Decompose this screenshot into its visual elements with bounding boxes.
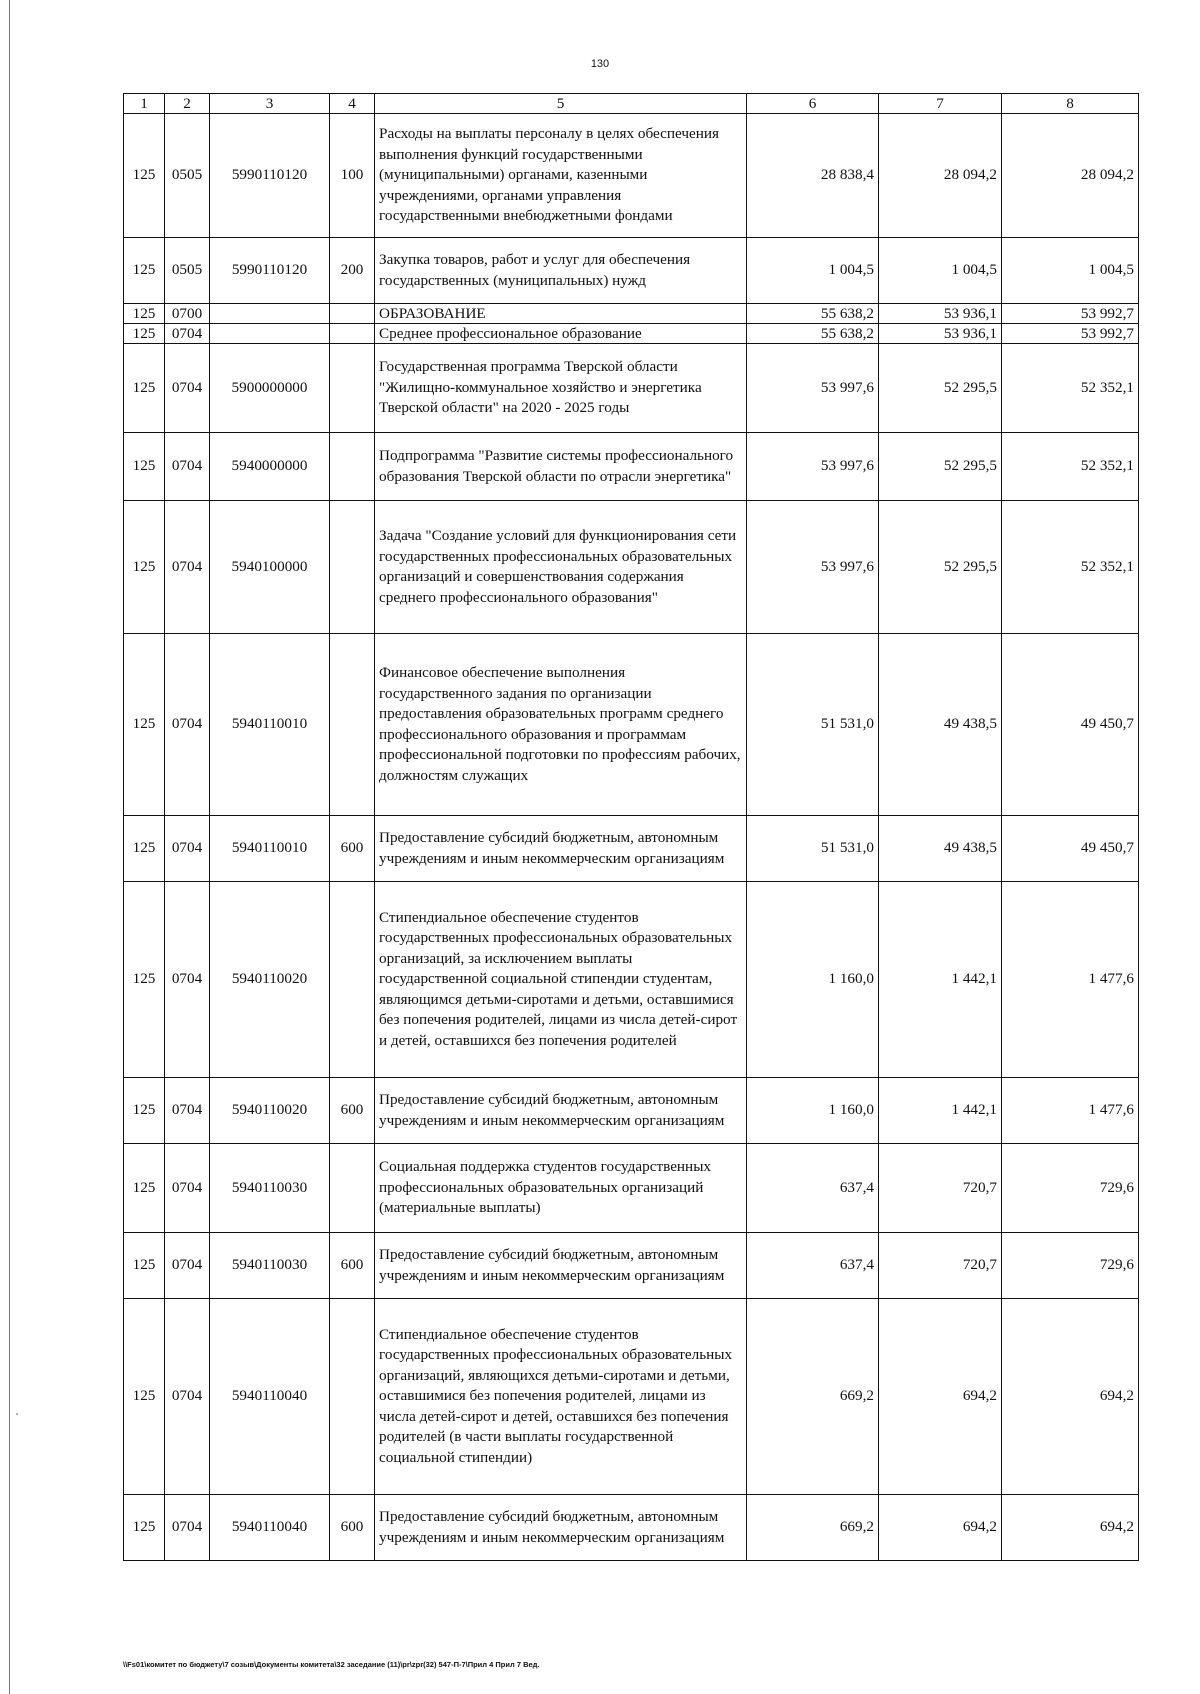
cell-section-code: 0704 (165, 1495, 210, 1561)
cell-description: Социальная поддержка студентов государственных профессиональных образовательных организаций (материальные выплаты) (375, 1144, 747, 1233)
cell-admin-code: 125 (124, 816, 165, 882)
cell-target-code: 5940100000 (210, 501, 330, 634)
cell-value-year1: 669,2 (747, 1299, 879, 1495)
cell-admin-code: 125 (124, 634, 165, 816)
cell-section-code: 0704 (165, 344, 210, 433)
cell-value-year1: 669,2 (747, 1495, 879, 1561)
table-row (124, 634, 1139, 816)
table-row (124, 816, 1139, 882)
cell-admin-code: 125 (124, 238, 165, 304)
cell-value-year1: 55 638,2 (747, 304, 879, 324)
cell-admin-code: 125 (124, 433, 165, 501)
cell-description: ОБРАЗОВАНИЕ (375, 304, 747, 324)
budget-table (123, 93, 1139, 1561)
cell-value-year2: 52 295,5 (879, 344, 1002, 433)
cell-value-year1: 51 531,0 (747, 634, 879, 816)
cell-value-year2: 720,7 (879, 1144, 1002, 1233)
cell-target-code: 5940110020 (210, 882, 330, 1078)
cell-admin-code: 125 (124, 882, 165, 1078)
cell-section-code: 0704 (165, 324, 210, 344)
cell-expense-type: 600 (330, 1233, 375, 1299)
cell-admin-code: 125 (124, 1144, 165, 1233)
cell-description: Государственная программа Тверской области "Жилищно-коммунальное хозяйство и энергетика Тверской области" на 2020 - 2025 годы (375, 344, 747, 433)
cell-value-year2: 694,2 (879, 1299, 1002, 1495)
header-col-1: 1 (124, 94, 165, 114)
table-row (124, 344, 1139, 433)
cell-description: Закупка товаров, работ и услуг для обеспечения государственных (муниципальных) нужд (375, 238, 747, 304)
cell-target-code: 5900000000 (210, 344, 330, 433)
cell-section-code: 0704 (165, 1078, 210, 1144)
cell-expense-type (330, 1299, 375, 1495)
cell-target-code: 5940110040 (210, 1495, 330, 1561)
cell-section-code: 0505 (165, 238, 210, 304)
cell-admin-code: 125 (124, 114, 165, 238)
scan-speck (16, 1413, 18, 1415)
page-number: 130 (590, 58, 610, 70)
cell-description: Предоставление субсидий бюджетным, автономным учреждениям и иным некоммерческим организациям (375, 1495, 747, 1561)
cell-target-code: 5990110120 (210, 114, 330, 238)
cell-description: Задача "Создание условий для функционирования сети государственных профессиональных образовательных организаций и совершенствования содержания среднего профессионального образования" (375, 501, 747, 634)
cell-value-year1: 1 004,5 (747, 238, 879, 304)
cell-value-year2: 1 442,1 (879, 1078, 1002, 1144)
cell-value-year2: 52 295,5 (879, 501, 1002, 634)
table-row (124, 501, 1139, 634)
cell-value-year2: 49 438,5 (879, 634, 1002, 816)
cell-target-code (210, 304, 330, 324)
cell-target-code: 5990110120 (210, 238, 330, 304)
cell-admin-code: 125 (124, 344, 165, 433)
cell-value-year2: 49 438,5 (879, 816, 1002, 882)
cell-expense-type (330, 882, 375, 1078)
cell-value-year2: 53 936,1 (879, 304, 1002, 324)
cell-value-year2: 52 295,5 (879, 433, 1002, 501)
cell-expense-type (330, 433, 375, 501)
cell-expense-type (330, 501, 375, 634)
cell-expense-type: 600 (330, 816, 375, 882)
cell-expense-type (330, 1144, 375, 1233)
cell-value-year1: 1 160,0 (747, 1078, 879, 1144)
cell-section-code: 0704 (165, 433, 210, 501)
cell-value-year2: 1 004,5 (879, 238, 1002, 304)
cell-description: Предоставление субсидий бюджетным, автономным учреждениям и иным некоммерческим организациям (375, 1233, 747, 1299)
cell-description: Расходы на выплаты персоналу в целях обеспечения выполнения функций государственными (муниципальными) органами, казенными учреждениями, органами управления государственными внебюджетными фондами (375, 114, 747, 238)
cell-value-year2: 694,2 (879, 1495, 1002, 1561)
cell-value-year1: 55 638,2 (747, 324, 879, 344)
table-row (124, 1233, 1139, 1299)
cell-admin-code: 125 (124, 501, 165, 634)
cell-section-code: 0704 (165, 1299, 210, 1495)
cell-value-year1: 53 997,6 (747, 344, 879, 433)
cell-value-year2: 720,7 (879, 1233, 1002, 1299)
header-col-3: 3 (210, 94, 330, 114)
cell-description: Предоставление субсидий бюджетным, автономным учреждениям и иным некоммерческим организациям (375, 816, 747, 882)
cell-description: Среднее профессиональное образование (375, 324, 747, 344)
header-col-6: 6 (747, 94, 879, 114)
cell-admin-code: 125 (124, 1233, 165, 1299)
cell-expense-type: 600 (330, 1078, 375, 1144)
cell-admin-code: 125 (124, 1299, 165, 1495)
table-row (124, 882, 1139, 1078)
footer-file-path: \\Fs01\комитет по бюджету\7 созыв\Документы комитета\32 заседание (11)\pr\zpr(32) 547-П-7\Прил 4 Прил 7 Вед. (123, 1660, 540, 1669)
header-col-4: 4 (330, 94, 375, 114)
cell-value-year3: 49 450,7 (1002, 816, 1139, 882)
cell-value-year3: 53 992,7 (1002, 324, 1139, 344)
table-row (124, 324, 1139, 344)
cell-value-year2: 1 442,1 (879, 882, 1002, 1078)
cell-value-year3: 52 352,1 (1002, 433, 1139, 501)
cell-admin-code: 125 (124, 324, 165, 344)
cell-value-year1: 53 997,6 (747, 433, 879, 501)
cell-value-year3: 1 004,5 (1002, 238, 1139, 304)
table-row (124, 304, 1139, 324)
cell-value-year2: 28 094,2 (879, 114, 1002, 238)
cell-description: Стипендиальное обеспечение студентов государственных профессиональных образовательных организаций, за исключением выплаты государственной социальной стипендии студентам, являющимся детьми-сиротами и детьми, оставшимися без попечения родителей, лицами из числа детей-сирот и детей, оставшихся без попечения родителей (375, 882, 747, 1078)
table-row (124, 1144, 1139, 1233)
table-row (124, 238, 1139, 304)
cell-description: Финансовое обеспечение выполнения государственного задания по организации предоставления образовательных программ среднего профессионального образования и программам профессиональной подготовки по профессиям рабочих, должностям служащих (375, 634, 747, 816)
table-header-row (124, 94, 1139, 114)
table-row (124, 1299, 1139, 1495)
page-edge-line (9, 0, 10, 1694)
cell-target-code: 5940000000 (210, 433, 330, 501)
cell-section-code: 0704 (165, 634, 210, 816)
cell-description: Предоставление субсидий бюджетным, автономным учреждениям и иным некоммерческим организациям (375, 1078, 747, 1144)
cell-value-year3: 694,2 (1002, 1299, 1139, 1495)
cell-section-code: 0704 (165, 501, 210, 634)
cell-target-code: 5940110010 (210, 816, 330, 882)
cell-expense-type: 100 (330, 114, 375, 238)
header-col-7: 7 (879, 94, 1002, 114)
cell-target-code: 5940110020 (210, 1078, 330, 1144)
cell-section-code: 0704 (165, 882, 210, 1078)
cell-section-code: 0704 (165, 816, 210, 882)
cell-admin-code: 125 (124, 1495, 165, 1561)
cell-value-year3: 52 352,1 (1002, 344, 1139, 433)
cell-value-year1: 1 160,0 (747, 882, 879, 1078)
cell-value-year1: 637,4 (747, 1144, 879, 1233)
cell-section-code: 0700 (165, 304, 210, 324)
cell-expense-type: 600 (330, 1495, 375, 1561)
cell-value-year3: 729,6 (1002, 1144, 1139, 1233)
cell-admin-code: 125 (124, 1078, 165, 1144)
cell-section-code: 0704 (165, 1144, 210, 1233)
cell-description: Подпрограмма "Развитие системы профессионального образования Тверской области по отрасли энергетика" (375, 433, 747, 501)
cell-target-code: 5940110030 (210, 1144, 330, 1233)
cell-value-year1: 51 531,0 (747, 816, 879, 882)
cell-description: Стипендиальное обеспечение студентов государственных профессиональных образовательных организаций, являющихся детьми-сиротами и детьми, оставшимися без попечения родителей, лицами из числа детей-сирот и детей, оставшихся без попечения родителей (в части выплаты государственной социальной стипендии) (375, 1299, 747, 1495)
cell-value-year3: 49 450,7 (1002, 634, 1139, 816)
cell-expense-type (330, 344, 375, 433)
header-col-2: 2 (165, 94, 210, 114)
cell-value-year1: 637,4 (747, 1233, 879, 1299)
cell-value-year3: 28 094,2 (1002, 114, 1139, 238)
cell-admin-code: 125 (124, 304, 165, 324)
cell-value-year2: 53 936,1 (879, 324, 1002, 344)
cell-section-code: 0704 (165, 1233, 210, 1299)
table-row (124, 1078, 1139, 1144)
table-row (124, 433, 1139, 501)
header-col-5: 5 (375, 94, 747, 114)
cell-value-year3: 1 477,6 (1002, 1078, 1139, 1144)
table-row (124, 1495, 1139, 1561)
cell-expense-type (330, 634, 375, 816)
cell-target-code: 5940110010 (210, 634, 330, 816)
cell-value-year3: 729,6 (1002, 1233, 1139, 1299)
cell-value-year1: 28 838,4 (747, 114, 879, 238)
cell-expense-type (330, 324, 375, 344)
cell-section-code: 0505 (165, 114, 210, 238)
cell-value-year3: 53 992,7 (1002, 304, 1139, 324)
cell-value-year3: 1 477,6 (1002, 882, 1139, 1078)
cell-expense-type: 200 (330, 238, 375, 304)
header-col-8: 8 (1002, 94, 1139, 114)
cell-value-year3: 52 352,1 (1002, 501, 1139, 634)
cell-target-code (210, 324, 330, 344)
cell-expense-type (330, 304, 375, 324)
table-row (124, 114, 1139, 238)
cell-value-year1: 53 997,6 (747, 501, 879, 634)
cell-target-code: 5940110040 (210, 1299, 330, 1495)
cell-target-code: 5940110030 (210, 1233, 330, 1299)
cell-value-year3: 694,2 (1002, 1495, 1139, 1561)
